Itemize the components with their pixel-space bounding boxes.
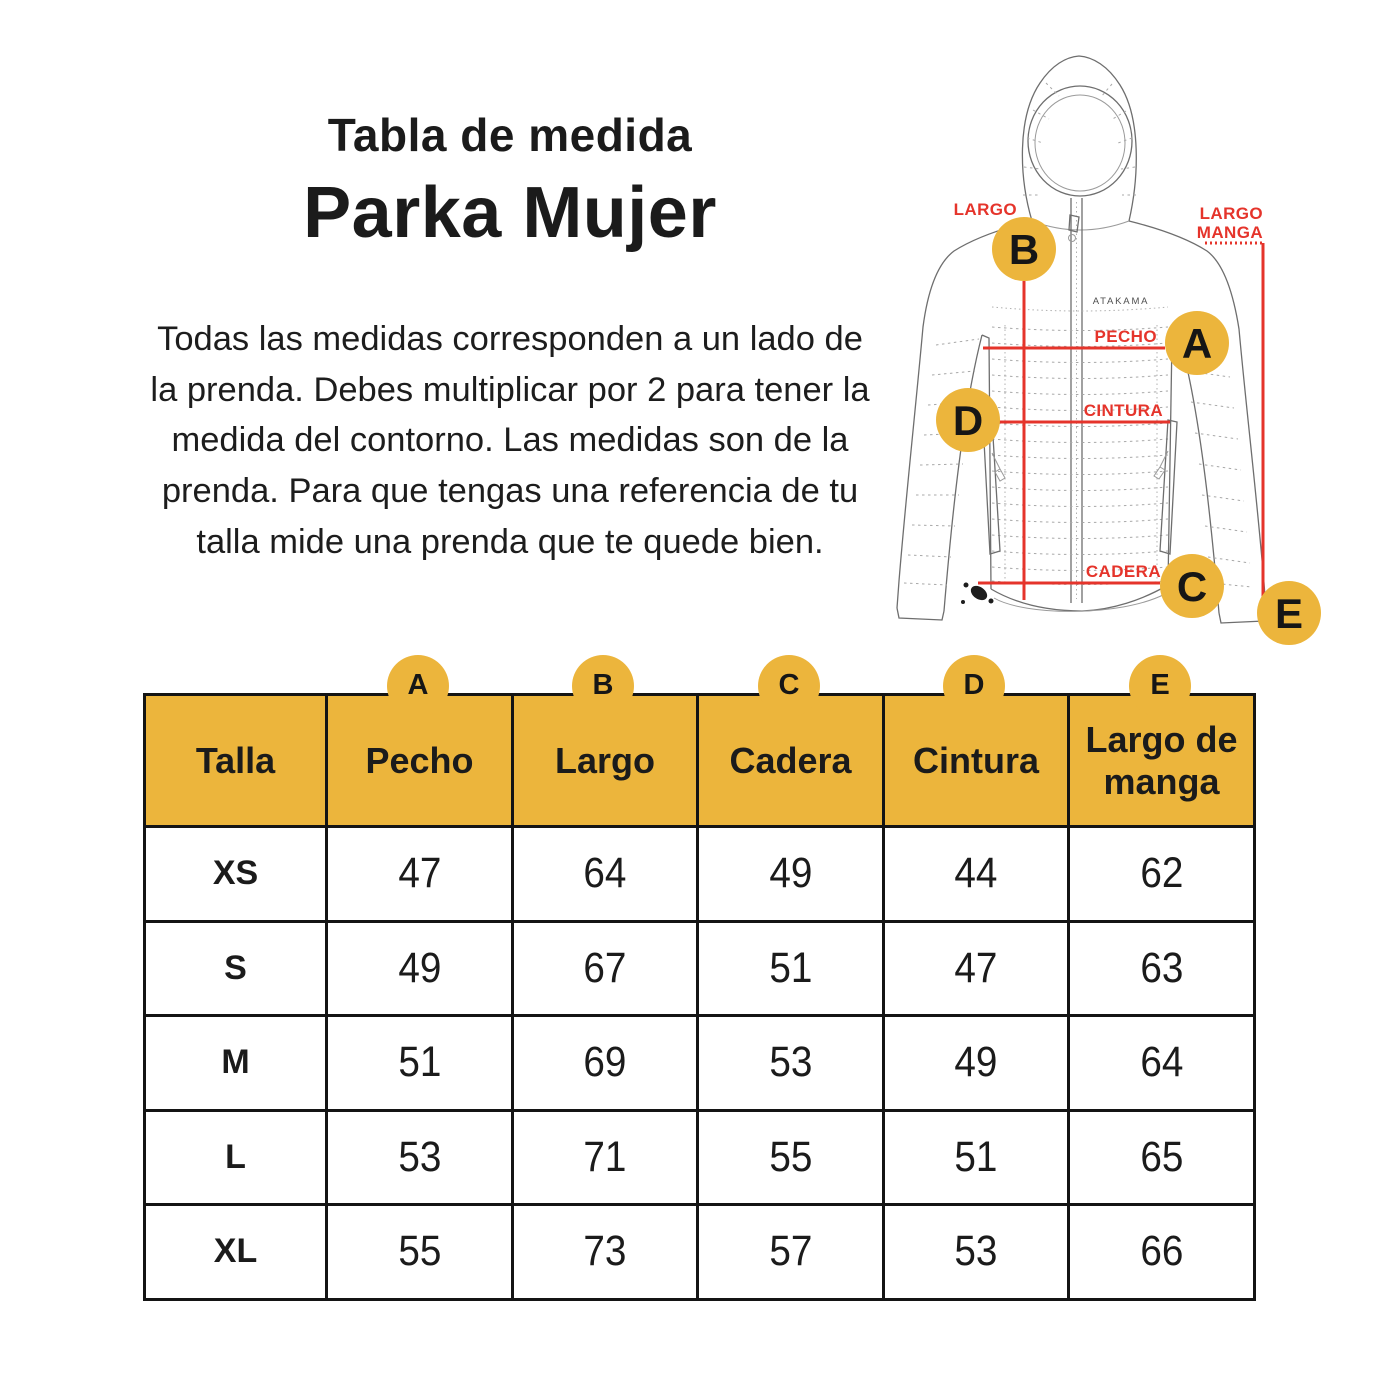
column-badge-a: A — [387, 655, 449, 717]
jacket-zipper — [1069, 198, 1083, 603]
cell-value: 71 — [513, 1110, 698, 1205]
size-table-container — [143, 693, 1256, 1301]
cell-value: 55 — [698, 1110, 884, 1205]
largo-manga-label-1: LARGO — [1199, 204, 1263, 223]
cell-value: 49 — [884, 1016, 1069, 1111]
cell-value: 49 — [698, 827, 884, 922]
size-label: M — [145, 1016, 327, 1111]
column-badge-b: B — [572, 655, 634, 717]
marker-e-letter: E — [1274, 590, 1304, 637]
cell-value: 53 — [327, 1110, 513, 1205]
cell-value: 55 — [327, 1205, 513, 1300]
jacket-hood — [1022, 56, 1136, 230]
cell-value: 57 — [698, 1205, 884, 1300]
header-largo: Largo — [513, 695, 698, 827]
column-badge-c: C — [758, 655, 820, 717]
largo-label: LARGO — [953, 200, 1017, 219]
cell-value: 47 — [327, 827, 513, 922]
jacket-hem-toggle — [961, 583, 994, 605]
cell-value: 51 — [884, 1110, 1069, 1205]
cell-value: 49 — [327, 921, 513, 1016]
marker-b-letter: B — [1008, 226, 1040, 273]
cell-value: 53 — [698, 1016, 884, 1111]
cell-value: 51 — [327, 1016, 513, 1111]
marker-c-letter: C — [1176, 563, 1208, 610]
description-text: Todas las medidas corresponden a un lado de la prenda. Debes multiplicar por 2 para tener la medida del contorno. Las medidas son de la prenda. Para que tengas una referencia de tu talla mide una prenda que te quede bien. — [150, 320, 870, 561]
marker-a-letter: A — [1181, 320, 1213, 367]
size-label: S — [145, 921, 327, 1016]
cell-value: 51 — [698, 921, 884, 1016]
header-cintura: Cintura — [884, 695, 1069, 827]
size-label: L — [145, 1110, 327, 1205]
jacket-sleeve-quilting — [904, 339, 1252, 587]
size-label: XL — [145, 1205, 327, 1300]
header-talla: Talla — [145, 695, 327, 827]
table-row-xl — [145, 1205, 1255, 1300]
jacket-illustration — [880, 25, 1350, 655]
cell-value: 44 — [884, 827, 1069, 922]
header-pecho: Pecho — [327, 695, 513, 827]
cell-value: 53 — [884, 1205, 1069, 1300]
cell-value: 65 — [1069, 1110, 1255, 1205]
jacket-diagram — [880, 25, 1350, 655]
brand-text: ATAKAMA — [1092, 296, 1150, 307]
table-row-m — [145, 1016, 1255, 1111]
page-subtitle: Tabla de medida — [327, 109, 693, 161]
intro-block — [150, 108, 870, 568]
header-cadera: Cadera — [698, 695, 884, 827]
table-row-xs — [145, 827, 1255, 922]
cell-value: 73 — [513, 1205, 698, 1300]
cell-value: 64 — [513, 827, 698, 922]
pecho-label: PECHO — [1094, 327, 1157, 346]
cell-value: 67 — [513, 921, 698, 1016]
header-row — [145, 695, 1255, 827]
size-table — [143, 693, 1256, 1301]
cell-value: 64 — [1069, 1016, 1255, 1111]
cell-value: 69 — [513, 1016, 698, 1111]
cintura-label: CINTURA — [1083, 401, 1163, 420]
jacket-body-quilting — [992, 327, 1168, 585]
column-badge-e: E — [1129, 655, 1191, 717]
cell-value: 47 — [884, 921, 1069, 1016]
header-largo-manga: Largo de manga — [1069, 695, 1255, 827]
cell-value: 62 — [1069, 827, 1255, 922]
cell-value: 63 — [1069, 921, 1255, 1016]
table-row-l — [145, 1110, 1255, 1205]
table-row-s — [145, 921, 1255, 1016]
page-title: Parka Mujer — [303, 173, 717, 253]
cell-value: 66 — [1069, 1205, 1255, 1300]
marker-d-letter: D — [952, 397, 984, 444]
largo-manga-label-2: MANGA — [1196, 223, 1263, 242]
size-label: XS — [145, 827, 327, 922]
cadera-label: CADERA — [1085, 562, 1161, 581]
column-badge-d: D — [943, 655, 1005, 717]
